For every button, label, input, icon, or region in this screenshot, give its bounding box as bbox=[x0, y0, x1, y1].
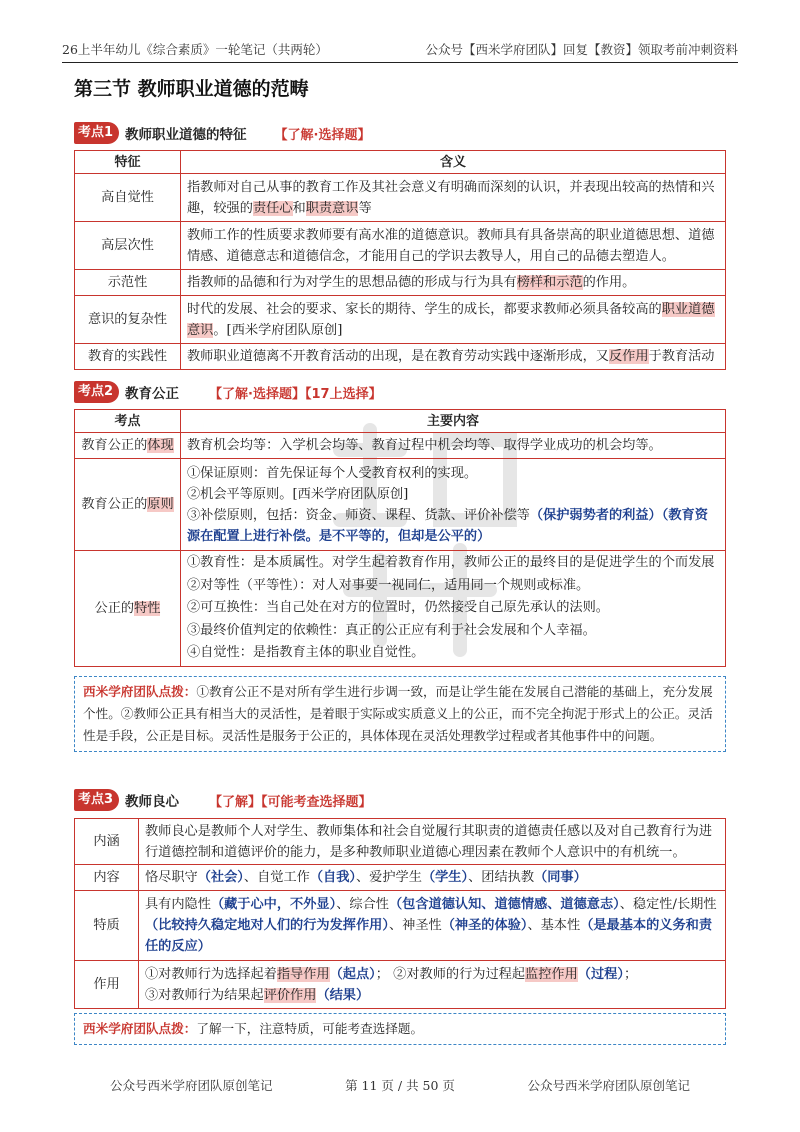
aspect-label: 内容 bbox=[75, 865, 139, 891]
kp2-badge: 考点2 bbox=[74, 381, 119, 403]
feature-description: 指教师的品德和行为对学生的思想品德的形成与行为具有榜样和示范的作用。 bbox=[181, 270, 726, 296]
feature-label: 教育的实践性 bbox=[75, 344, 181, 370]
feature-description: 指教师对自己从事的教育工作及其社会意义有明确而深刻的认识，并表现出较高的热情和兴趣，较强的责任心和职责意识等 bbox=[181, 174, 726, 222]
kp1-table bbox=[74, 150, 726, 370]
topic-content: ①教育性：是本质属性。对学生起着教育作用，教师公正的最终目的是促进学生的个而发展 ②对等性（平等性）：对人对事要一视同仁，适用同一个规则或标准。 ②可互换性：当自己处在对方的位置时，仍然接受自己原先承认的法则。 ③最终价值判定的依赖性：真正的公正应有利于社会发展和个人幸福。 ④自觉性：是指教育主体的职业自觉性。 bbox=[181, 551, 726, 667]
feature-label: 高自觉性 bbox=[75, 174, 181, 222]
kp3-tag: 【了解】【可能考查选择题】 bbox=[209, 794, 372, 810]
aspect-content: 教师良心是教师个人对学生、教师集体和社会自觉履行其职责的道德责任感以及对自己教育行为进行道德控制和道德评价的能力，是多种教师职业道德心理因素在教师个人意识中的有机统一。 bbox=[139, 819, 726, 865]
footer-right: 公众号西米学府团队原创笔记 bbox=[527, 1078, 690, 1093]
section-title: 第三节 教师职业道德的范畴 bbox=[74, 78, 309, 100]
kp2-tag: 【了解·选择题】【17上选择】 bbox=[209, 386, 382, 402]
topic-label: 公正的特性 bbox=[75, 551, 181, 667]
table-row bbox=[75, 296, 726, 344]
kp2-table bbox=[74, 409, 726, 667]
knowledge-point-3-heading bbox=[74, 788, 372, 812]
kp3-badge: 考点3 bbox=[74, 789, 119, 811]
column-header: 含义 bbox=[181, 151, 726, 174]
topic-label: 教育公正的原则 bbox=[75, 459, 181, 551]
aspect-content: 具有内隐性（藏于心中，不外显）、综合性（包含道德认知、道德情感、道德意志）、稳定性/长期性（比较持久稳定地对人们的行为发挥作用）、神圣性（神圣的体验）、基本性（是最基本的义务和责任的反应） bbox=[139, 891, 726, 961]
table-row bbox=[75, 961, 726, 1009]
topic-content: 教育机会均等：入学机会均等、教育过程中机会均等、取得学业成功的机会均等。 bbox=[181, 433, 726, 459]
column-header: 特征 bbox=[75, 151, 181, 174]
feature-description: 教师工作的性质要求教师要有高水准的道德意识。教师具有具备崇高的职业道德思想、道德情感、道德意志和道德信念，才能用自己的学识去教导人，用自己的品德去塑造人。 bbox=[181, 222, 726, 270]
tip-text: ①教育公正不是对所有学生进行步调一致，而是让学生能在发展自己潜能的基础上，充分发展个性。②教师公正具有相当大的灵活性，是着眼于实际或实质意义上的公正，而不完全拘泥于形式上的公正。灵活性是手段，公正是目标。灵活性是服务于公正的，具体体现在灵活处理教学过程或者其他事件中的问题。 bbox=[83, 684, 713, 743]
aspect-content: 恪尽职守（社会）、自觉工作（自我）、爱护学生（学生）、团结执教（同事） bbox=[139, 865, 726, 891]
aspect-label: 内涵 bbox=[75, 819, 139, 865]
header-right: 公众号【西米学府团队】回复【教资】领取考前冲刺资料 bbox=[425, 42, 738, 57]
column-header: 考点 bbox=[75, 410, 181, 433]
topic-content: ①保证原则：首先保证每个人受教育权利的实现。 ②机会平等原则。[西米学府团队原创] ③补偿原则，包括：资金、师资、课程、货款、评价补偿等（保护弱势者的利益）（教育资源在配置上进行补偿。是不平等的，但却是公平的） bbox=[181, 459, 726, 551]
aspect-label: 特质 bbox=[75, 891, 139, 961]
table-row bbox=[75, 433, 726, 459]
table-header-row bbox=[75, 151, 726, 174]
table-row bbox=[75, 891, 726, 961]
column-header: 主要内容 bbox=[181, 410, 726, 433]
kp1-tag: 【了解·选择题】 bbox=[274, 127, 371, 143]
header-divider bbox=[62, 62, 738, 63]
feature-description: 教师职业道德离不开教育活动的出现，是在教育劳动实践中逐渐形成，又反作用于教育活动 bbox=[181, 344, 726, 370]
kp1-title: 教师职业道德的特征 bbox=[125, 127, 247, 143]
page-number: 第 11 页 / 共 50 页 bbox=[345, 1078, 455, 1093]
knowledge-point-1-heading bbox=[74, 121, 371, 145]
kp2-title: 教育公正 bbox=[125, 386, 180, 402]
feature-description: 时代的发展、社会的要求、家长的期待、学生的成长，都要求教师必须具备较高的职业道德意识。[西米学府团队原创] bbox=[181, 296, 726, 344]
kp3-title: 教师良心 bbox=[125, 794, 180, 810]
tip-label: 西米学府团队点拨： bbox=[83, 684, 197, 699]
feature-label: 意识的复杂性 bbox=[75, 296, 181, 344]
kp1-badge: 考点1 bbox=[74, 122, 119, 144]
page-header bbox=[62, 38, 738, 60]
table-header-row bbox=[75, 410, 726, 433]
table-row bbox=[75, 865, 726, 891]
tip-text: 了解一下，注意特质，可能考查选择题。 bbox=[196, 1021, 424, 1036]
table-row bbox=[75, 270, 726, 296]
table-row bbox=[75, 344, 726, 370]
table-row bbox=[75, 819, 726, 865]
table-row bbox=[75, 551, 726, 667]
kp3-tip-box bbox=[74, 1013, 726, 1045]
table-row bbox=[75, 222, 726, 270]
aspect-content: ①对教师行为选择起着指导作用（起点）； ②对教师的行为过程起监控作用（过程）； ③对教师行为结果起评价作用（结果） bbox=[139, 961, 726, 1009]
topic-label: 教育公正的体现 bbox=[75, 433, 181, 459]
footer-left: 公众号西米学府团队原创笔记 bbox=[110, 1078, 273, 1093]
tip-label: 西米学府团队点拨： bbox=[83, 1021, 197, 1036]
page-footer bbox=[110, 1076, 690, 1094]
aspect-label: 作用 bbox=[75, 961, 139, 1009]
table-row bbox=[75, 174, 726, 222]
knowledge-point-2-heading bbox=[74, 380, 382, 404]
kp2-tip-box bbox=[74, 676, 726, 752]
feature-label: 高层次性 bbox=[75, 222, 181, 270]
feature-label: 示范性 bbox=[75, 270, 181, 296]
kp3-table bbox=[74, 818, 726, 1009]
header-left: 26上半年幼儿《综合素质》一轮笔记（共两轮） bbox=[62, 42, 328, 57]
table-row bbox=[75, 459, 726, 551]
